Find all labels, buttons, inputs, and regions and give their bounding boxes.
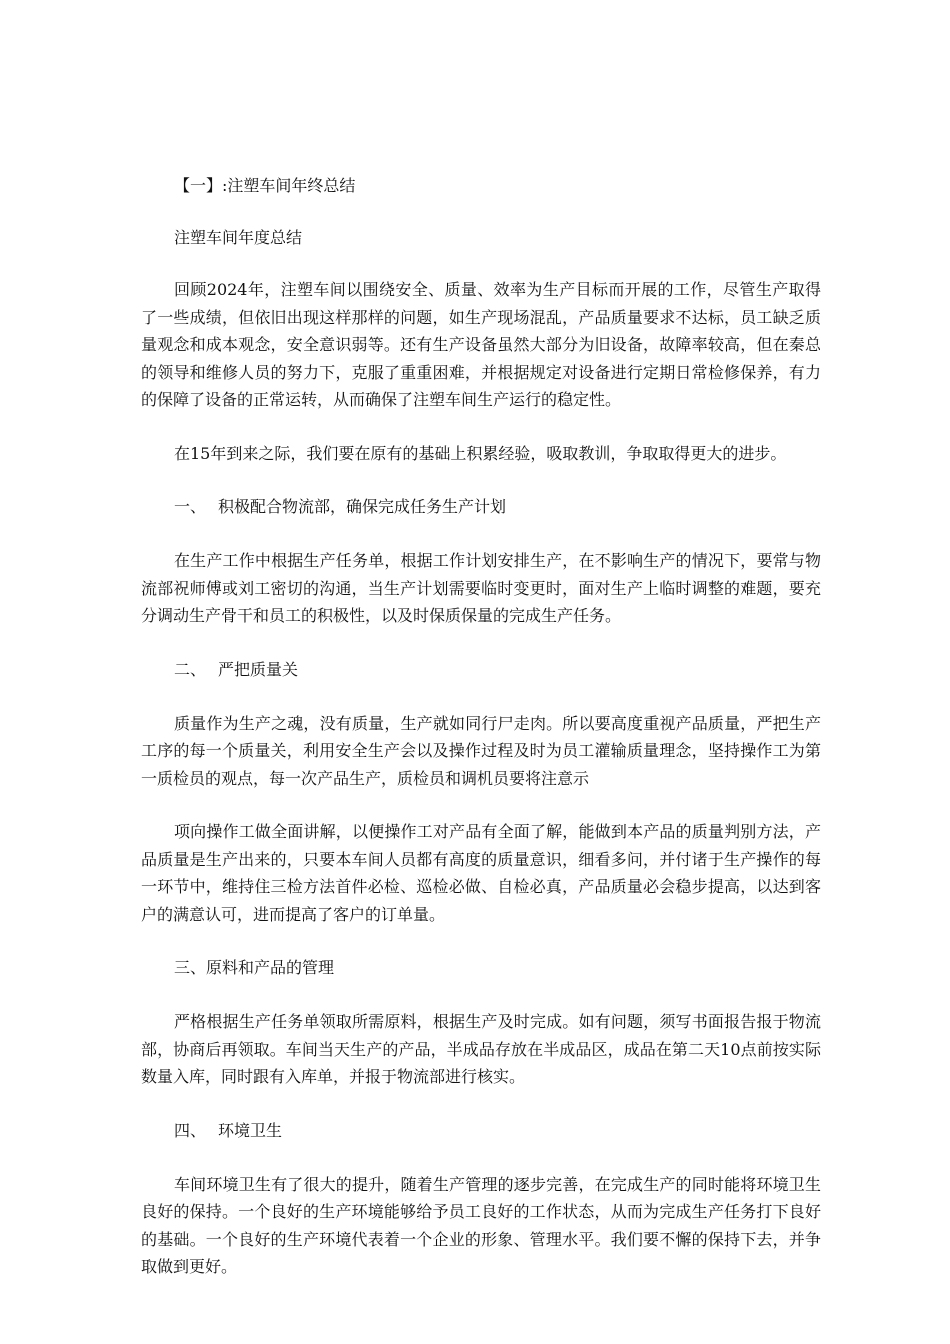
section-4-number: 四、 xyxy=(174,1120,207,1140)
section-2-heading xyxy=(141,656,821,684)
section-1-heading xyxy=(141,493,821,521)
intro-paragraph: 回顾2024年，注塑车间以围绕安全、质量、效率为生产目标而开展的工作，尽管生产取得了一些成绩，但依旧出现这样那样的问题，如生产现场混乱，产品质量要求不达标，员工缺乏质量观念和成本观念，安全意识弱等。还有生产设备虽然大部分为旧设备，故障率较高，但在秦总的领导和维修人员的努力下，克服了重重困难，并根据规定对设备进行定期日常检修保养，有力的保障了设备的正常运转，从而确保了注塑车间生产运行的稳定性。 xyxy=(141,280,821,409)
document-title: 【一】:注塑车间年终总结 xyxy=(174,176,356,195)
section-3-heading: 三、原料和产品的管理 xyxy=(174,958,335,977)
section-1-title: 积极配合物流部，确保完成任务生产计划 xyxy=(218,497,507,516)
section-2-paragraph-2: 项向操作工做全面讲解，以便操作工对产品有全面了解，能做到本产品的质量判别方法，产品质量是生产出来的，只要本车间人员都有高度的质量意识，细看多问，并付诸于生产操作的每一环节中，维持住三检方法首件必检、巡检必做、自检必真，产品质量必会稳步提高，以达到客户的满意认可，进而提高了客户的订单量。 xyxy=(141,822,821,924)
section-3-paragraph: 严格根据生产任务单领取所需原料，根据生产及时完成。如有问题，须写书面报告报于物流部，协商后再领取。车间当天生产的产品，半成品存放在半成品区，成品在第二天10点前按实际数量入库，同时跟有入库单，并报于物流部进行核实。 xyxy=(141,1012,821,1086)
section-4-paragraph: 车间环境卫生有了很大的提升，随着生产管理的逐步完善，在完成生产的同时能将环境卫生良好的保持。一个良好的生产环境能够给予员工良好的工作状态，从而为完成生产任务打下良好的基础。一个良好的生产环境代表着一个企业的形象、管理水平。我们要不懈的保持下去，并争取做到更好。 xyxy=(141,1174,821,1276)
document-body xyxy=(141,172,821,1281)
section-2-number: 二、 xyxy=(174,659,207,679)
section-1-number: 一、 xyxy=(174,497,207,516)
section-1-paragraph: 在生产工作中根据生产任务单，根据工作计划安排生产，在不影响生产的情况下，要常与物流部祝师傅或刘工密切的沟通，当生产计划需要临时变更时，面对生产上临时调整的难题，要充分调动生产骨干和员工的积极性，以及时保质保量的完成生产任务。 xyxy=(141,551,821,625)
document-subtitle: 注塑车间年度总结 xyxy=(174,228,303,247)
section-2-title: 严把质量关 xyxy=(218,659,299,679)
section-4-title: 环境卫生 xyxy=(218,1120,283,1140)
section-4-heading xyxy=(141,1117,821,1145)
section-2-paragraph-1: 质量作为生产之魂，没有质量，生产就如同行尸走肉。所以要高度重视产品质量，严把生产工序的每一个质量关，利用安全生产会以及操作过程及时为员工灌输质量理念，坚持操作工为第一质检员的观点，每一次产品生产，质检员和调机员要将注意示 xyxy=(141,713,821,788)
outlook-paragraph: 在15年到来之际，我们要在原有的基础上积累经验，吸取教训，争取取得更大的进步。 xyxy=(174,443,787,463)
